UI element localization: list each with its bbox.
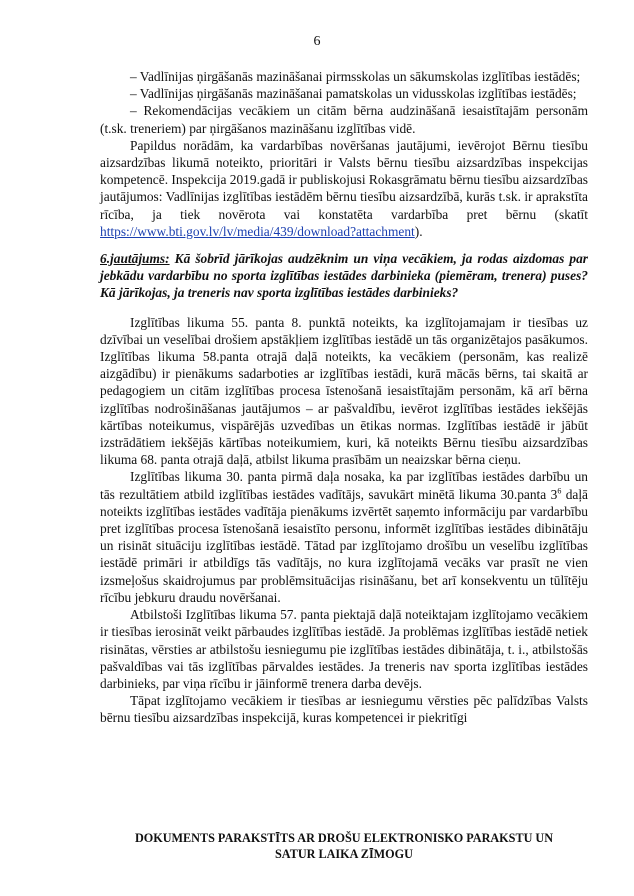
bullet-item: – Rekomendācijas vecākiem un citām bērna audzināšanā iesaistītajām personām (t.sk. treneriem) par ņirgāšanos mazināšanu izglītības vidē. <box>100 103 588 136</box>
paragraph-inspection-text: Papildus norādām, ka vardarbības novēršanas jautājumi, ievērojot Bērnu tiesību aizsardzības likumā noteikto, prioritāri ir Valsts bērnu tiesību aizsardzības inspekcijas kompetencē. Inspekcija 2019.gadā ir publiskojusi Rokasgrāmatu bērnu tiesību aizsardzības jautājumos: Vadlīnijas izglītības iestādēm bērnu tiesību aizsardzībā, kurās t.sk. ir aprakstīta rīcība, ja tiek novērota vai konstatēta vardarbība pret bērnu (skatīt <box>100 137 588 222</box>
signature-footer <box>100 830 588 862</box>
question-text: Kā šobrīd jārīkojas audzēknim un viņa vecākiem, ja rodas aizdomas par jebkādu vardarbību no sporta izglītības iestādes darbinieka (piemēram, trenera) puses? Kā jārīkojas, ja treneris nav sporta izglītības iestādes darbinieks? <box>100 251 588 301</box>
footer-line-2: SATUR LAIKA ZĪMOGU <box>275 847 413 861</box>
question-heading <box>100 250 588 302</box>
paragraph-law-30-part-b: daļā noteikts izglītības iestādes vadītāja pienākums izvērtēt saņemto informāciju par vardarbību pret izglītības procesa īstenošanā iesaistīto personu, informēt izglītības iestādes dibinātāju un risināt situāciju izglītības iestādē. Tātad par izglītojamo drošību un veselību izglītības iestādē primāri ir atbildīgs tās vadītājs, no kura izglītojamā vecāks var prasīt ne vien izsmeļošus skaidrojumus par problēmsituācijas risināšanu, bet arī konsekventu un tūlītēju rīcību jebkuru draudu novēršanai. <box>100 486 588 605</box>
paragraph-law-30-part-a: Izglītības likuma 30. panta pirmā daļa nosaka, ka par izglītības iestādes darbību un tās rezultātiem atbild izglītības iestādes vadītājs, savukārt minētā likuma 30.panta 3 <box>100 469 588 502</box>
paragraph-law-30 <box>100 468 588 606</box>
page-number: 6 <box>313 34 321 49</box>
paragraph-last: Tāpat izglītojamo vecākiem ir tiesības ar iesniegumu vērsties pēc palīdzības Valsts bērnu tiesību aizsardzības inspekcijā, kuras kompetencei ir piekritīgi <box>100 693 588 726</box>
paragraph-law-55: Izglītības likuma 55. panta 8. punktā noteikts, ka izglītojamajam ir tiesības uz dzīvībai un veselībai drošiem apstākļiem izglītības iestādē un tās organizētajos pasākumos. Izglītības likuma 58.panta otrajā daļā noteikts, ka vecākiem (personām, kas realizē aizgādību) ir pienākums sadarboties ar izglītības iestādi, kurā mācās bērns, tai skaitā ar pedagogiem un citām izglītības procesa īstenošanā iesaistītajām personām, kā arī bērna izglītības nodrošināšanas jautājumos – ar pašvaldību, ievērot izglītības iestādes iekšējās kārtības noteikumus, vispārējās uzvedības un ētikas normas. Izglītības iestādē ir jābūt izstrādātiem iekšējās kārtības noteikumiem, kuri, kā noteikts Bērnu tiesību aizsardzības likuma 68. panta otrajā daļā, atbilst likuma prasībām un neaizskar bērna cieņu. <box>100 314 588 468</box>
document-body <box>100 68 588 727</box>
footer-line-1: DOKUMENTS PARAKSTĪTS AR DROŠU ELEKTRONISKO PARAKSTU UN <box>134 831 554 845</box>
paragraph-law-57: Atbilstoši Izglītības likuma 57. panta piektajā daļā noteiktajam izglītojamo vecākiem ir tiesības ierosināt veikt pārbaudes izglītības iestādē. Ja problēmas izglītības iestādē netiek risinātas, vērsties ar atbilstošu iesniegumu pie izglītības iestādes dibinātāja, t. i., atbilstošās pašvaldības vai tās izglītības pārvaldes iestādes. Ja treneris nav sporta izglītības iestādes darbinieks, par viņa rīcību ir jāinformē trenera darba devējs. <box>100 607 588 691</box>
superscript-marker: 6 <box>557 486 562 496</box>
paragraph-inspection-end: ). <box>414 223 423 239</box>
bullet-item: – Vadlīnijas ņirgāšanās mazināšanai pirmsskolas un sākumskolas izglītības iestādēs; <box>130 69 581 84</box>
bullet-item: – Vadlīnijas ņirgāšanās mazināšanai pamatskolas un vidusskolas izglītības iestādēs; <box>130 86 577 102</box>
question-number: 6.jautājums: <box>100 251 170 267</box>
paragraph-inspection <box>100 137 588 240</box>
bti-download-link[interactable]: https://www.bti.gov.lv/lv/media/439/download?attachment <box>100 223 415 239</box>
